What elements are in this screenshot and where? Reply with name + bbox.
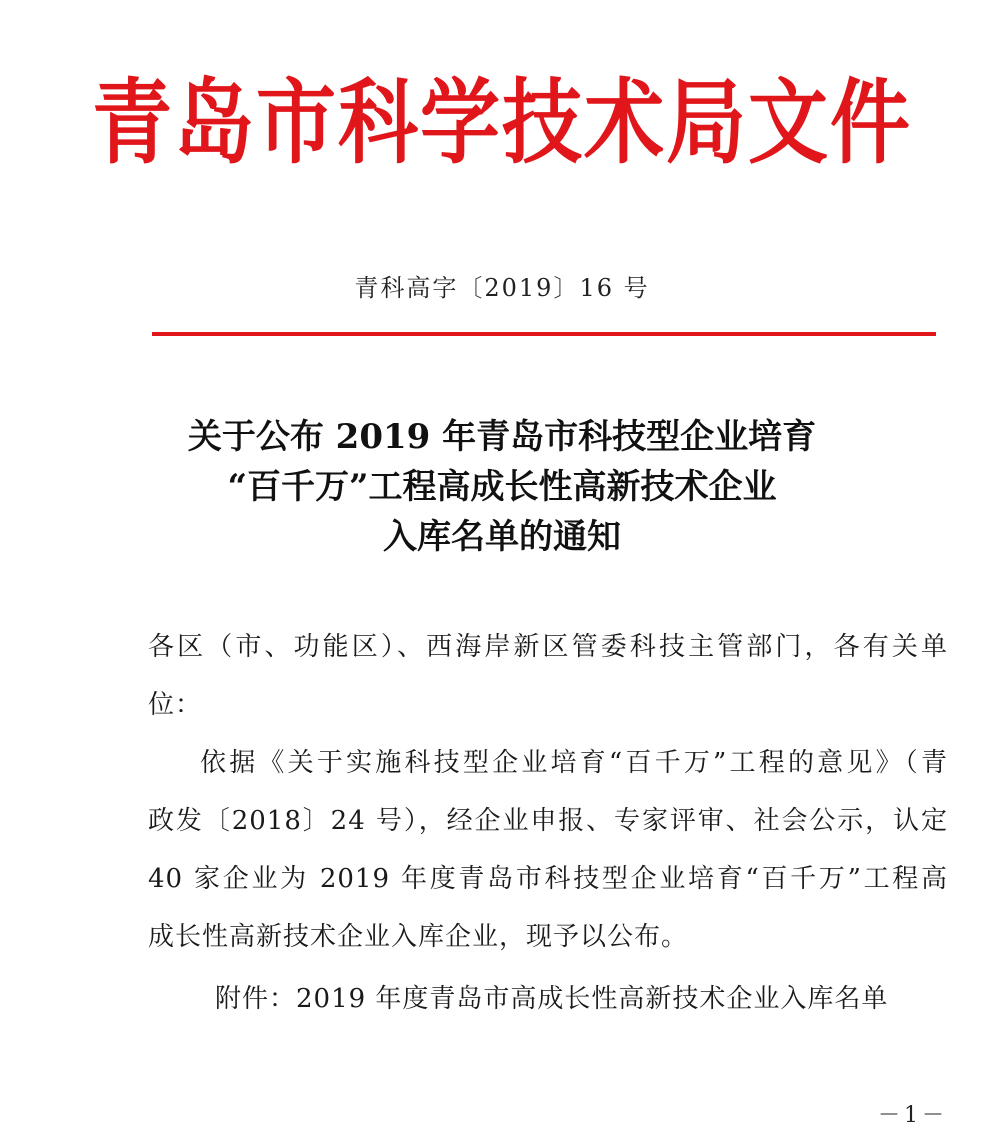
notice-title-line: 关于公布 2019 年青岛市科技型企业培育	[187, 417, 817, 457]
attachment-note: 附件：2019 年度青岛市高成长性高新技术企业入库名单	[215, 984, 889, 1014]
page-number: －1－	[878, 1103, 948, 1128]
issuing-authority-header: 青岛市科学技术局文件	[92, 69, 912, 177]
notice-body	[148, 618, 948, 966]
paragraph-line: 成长性高新技术企业入库企业，现予以公布。	[148, 922, 689, 952]
red-divider-line	[152, 332, 936, 336]
paragraph-line: 政发〔2018〕24 号），经企业申报、专家评审、社会公示，认定	[148, 806, 948, 836]
document-number: 青科高字〔2019〕16 号	[354, 274, 650, 302]
notice-title-line: 入库名单的通知	[383, 517, 621, 557]
paragraph-line: 40 家企业为 2019 年度青岛市科技型企业培育“百千万”工程高	[148, 864, 948, 894]
notice-title	[0, 412, 1004, 562]
recipient-line: 位：	[148, 690, 203, 720]
notice-title-line: “百千万”工程高成长性高新技术企业	[227, 467, 777, 507]
paragraph-line: 依据《关于实施科技型企业培育“百千万”工程的意见》（青	[200, 748, 948, 778]
recipient-line: 各区（市、功能区）、西海岸新区管委科技主管部门，各有关单	[148, 632, 948, 662]
